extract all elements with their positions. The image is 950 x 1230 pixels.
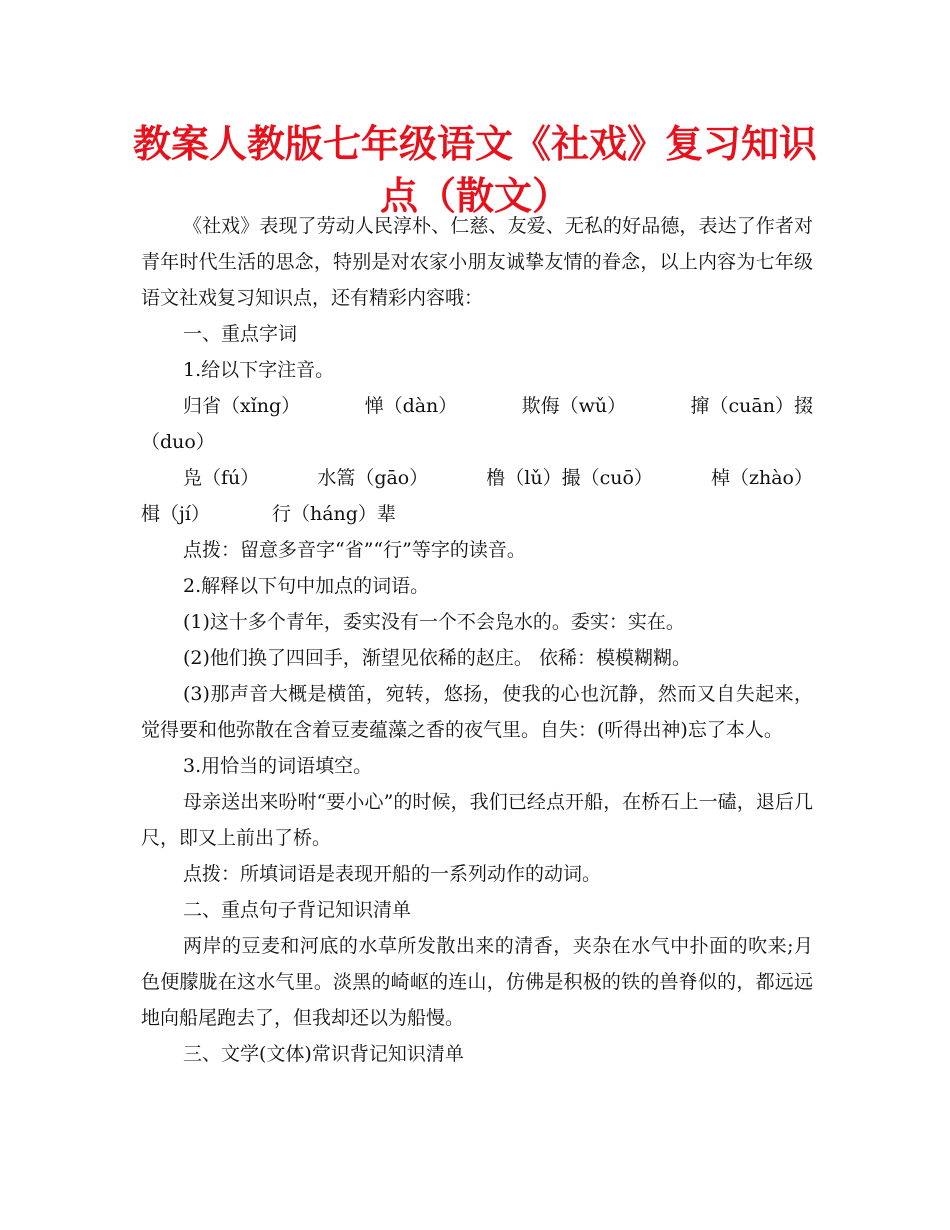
section-2-text: 两岸的豆麦和河底的水草所发散出来的清香，夹杂在水气中扑面的吹来;月色便朦胧在这水气里。淡黑的崎岖的连山，仿佛是积极的铁的兽脊似的，都远远地向船尾跑去了，但我却还以为船慢。 <box>141 935 813 1029</box>
pinyin-item: 橹（lǔ）撮（cuō） <box>486 467 653 489</box>
question-3-text: 母亲送出来吩咐“要小心”的时候，我们已经点开船，在桥石上一磕，退后几尺，即又上前出了桥。 <box>141 791 813 849</box>
section-heading-3: 三、文学(文体)常识背记知识清单 <box>183 1043 464 1065</box>
pinyin-row-3 <box>141 496 813 532</box>
tip-2: 点拨：所填词语是表现开船的一系列动作的动词。 <box>183 863 602 885</box>
pinyin-item: 棹（zhào） <box>710 467 813 489</box>
question-2-item-3: (3)那声音大概是横笛，宛转，悠扬，使我的心也沉静，然而又自失起来，觉得要和他弥散在含着豆麦蕴藻之香的夜气里。自失：(听得出神)忘了本人。 <box>141 683 813 741</box>
pinyin-item: 惮（dàn） <box>364 395 458 417</box>
document-body <box>141 208 813 1072</box>
document-title: 教案人教版七年级语文《社戏》复习知识点（散文） <box>132 122 817 218</box>
question-2: 2.解释以下句中加点的词语。 <box>183 575 430 597</box>
intro-paragraph: 《社戏》表现了劳动人民淳朴、仁慈、友爱、无私的好品德，表达了作者对青年时代生活的思念，特别是对农家小朋友诚挚友情的眷念，以上内容为七年级语文社戏复习知识点，还有精彩内容哦： <box>141 215 813 309</box>
pinyin-item: 楫（jí） <box>141 503 210 525</box>
section-heading-1: 一、重点字词 <box>183 323 298 345</box>
pinyin-item: 行（háng）辈 <box>271 503 396 525</box>
question-3: 3.用恰当的词语填空。 <box>183 755 373 777</box>
pinyin-item: 凫（fú） <box>183 467 260 489</box>
question-1: 1.给以下字注音。 <box>183 359 335 381</box>
pinyin-item: 水篙（gāo） <box>317 467 429 489</box>
question-2-item-1: (1)这十多个青年，委实没有一个不会凫水的。委实：实在。 <box>183 611 685 633</box>
pinyin-item: 撺（cuān）掇 <box>690 395 813 417</box>
question-2-item-2: (2)他们换了四回手，渐望见依稀的赵庄。 依稀：模模糊糊。 <box>183 647 691 669</box>
pinyin-row-1 <box>141 388 813 424</box>
tip-1: 点拨：留意多音字“省”“行”等字的读音。 <box>183 539 526 561</box>
pinyin-item: 归省（xǐng） <box>183 395 301 417</box>
pinyin-row-1-continued: （duo） <box>141 431 215 453</box>
pinyin-row-2 <box>141 460 813 496</box>
section-heading-2: 二、重点句子背记知识清单 <box>183 899 412 921</box>
pinyin-item: 欺侮（wǔ） <box>521 395 627 417</box>
